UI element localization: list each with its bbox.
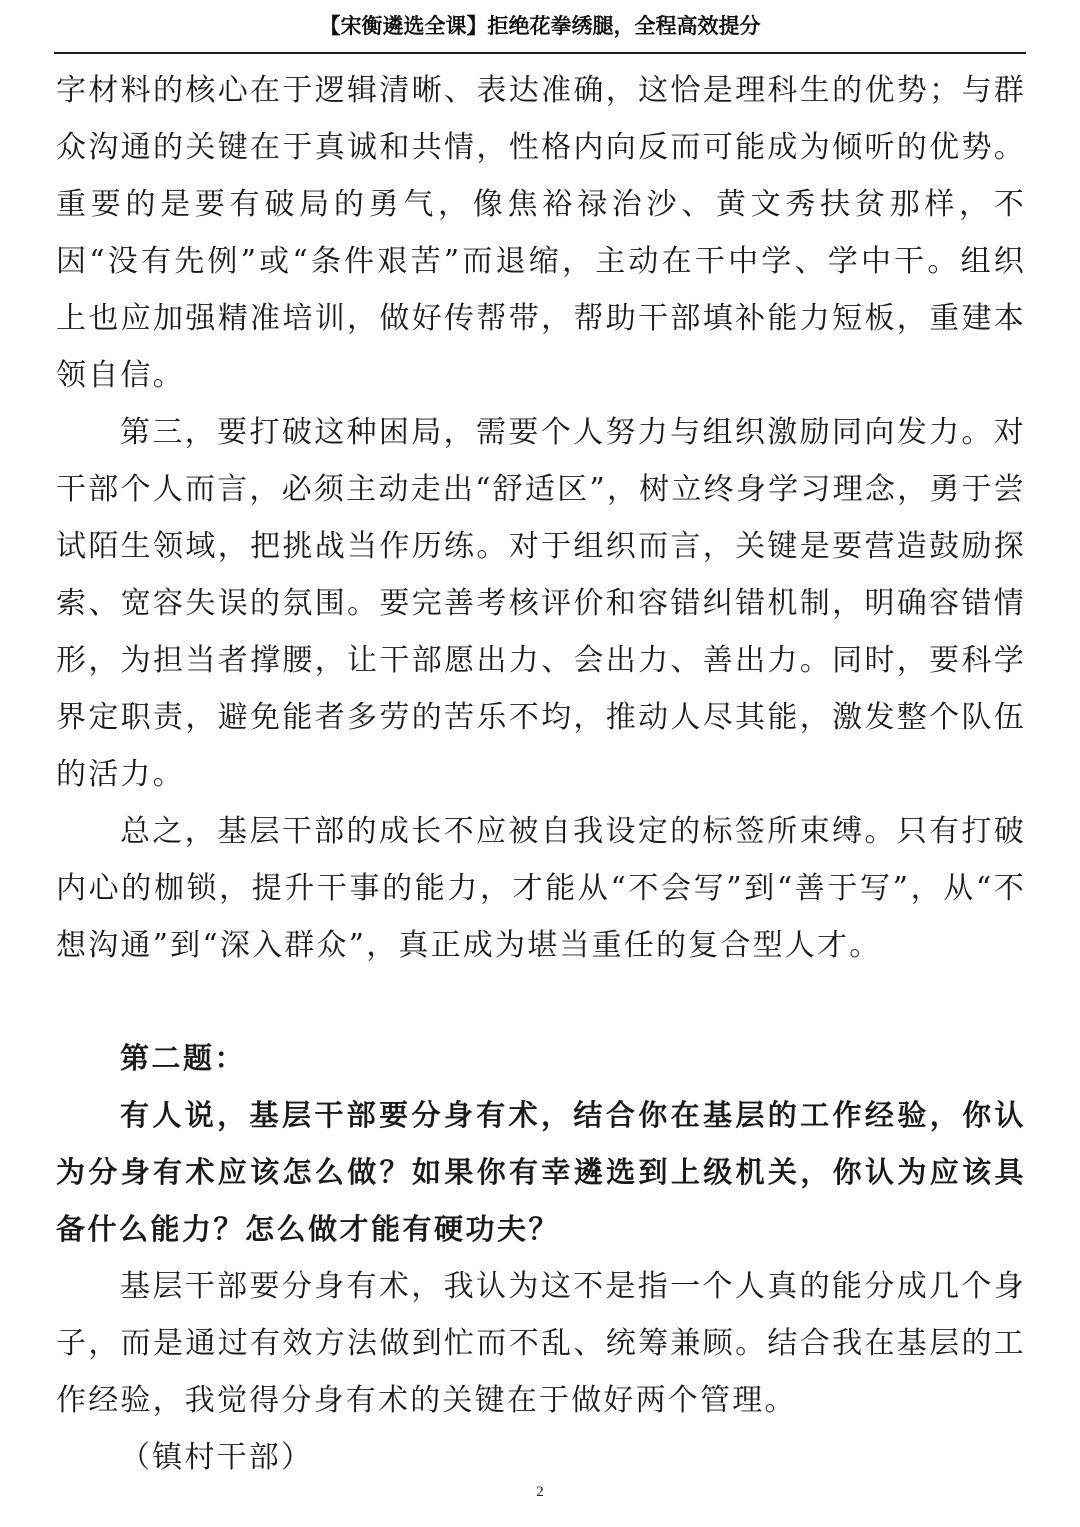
section-spacer [56,974,1026,1030]
page-header: 【宋衡遴选全课】拒绝花拳绣腿，全程高效提分 [54,0,1026,54]
question-text: 有人说，基层干部要分身有术，结合你在基层的工作经验，你认为分身有术应该怎么做？如果你有幸遴选到上级机关，你认为应该具备什么能力？怎么做才能有硬功夫？ [56,1098,1026,1246]
document-body [56,62,1026,1486]
page-number: 2 [536,1484,544,1500]
question-heading: 第二题： [120,1041,247,1075]
answer-paragraph: 基层干部要分身有术，我认为这不是指一个人真的能分成几个身子，而是通过有效方法做到忙而不乱、统筹兼顾。结合我在基层的工作经验，我觉得分身有术的关键在于做好两个管理。 [56,1269,1026,1418]
paragraph-continued: 字材料的核心在于逻辑清晰、表达准确，这恰是理科生的优势；与群众沟通的关键在于真诚和共情，性格内向反而可能成为倾听的优势。重要的是要有破局的勇气，像焦裕禄治沙、黄文秀扶贫那样，不因“没有先例”或“条件艰苦”而退缩，主动在干中学、学中干。组织上也应加强精准培训，做好传帮带，帮助干部填补能力短板，重建本领自信。 [56,73,1026,393]
answer-subheading: （镇村干部） [120,1440,314,1475]
paragraph-conclusion: 总之，基层干部的成长不应被自我设定的标签所束缚。只有打破内心的枷锁，提升干事的能力，才能从“不会写”到“善于写”，从“不想沟通”到“深入群众”，真正成为堪当重任的复合型人才。 [56,814,1026,963]
paragraph-third-point: 第三，要打破这种困局，需要个人努力与组织激励同向发力。对干部个人而言，必须主动走出“舒适区”，树立终身学习理念，勇于尝试陌生领域，把挑战当作历练。对于组织而言，关键是要营造鼓励探索、宽容失误的氛围。要完善考核评价和容错纠错机制，明确容错情形，为担当者撑腰，让干部愿出力、会出力、善出力。同时，要科学界定职责，避免能者多劳的苦乐不均，推动人尽其能，激发整个队伍的活力。 [56,415,1026,792]
